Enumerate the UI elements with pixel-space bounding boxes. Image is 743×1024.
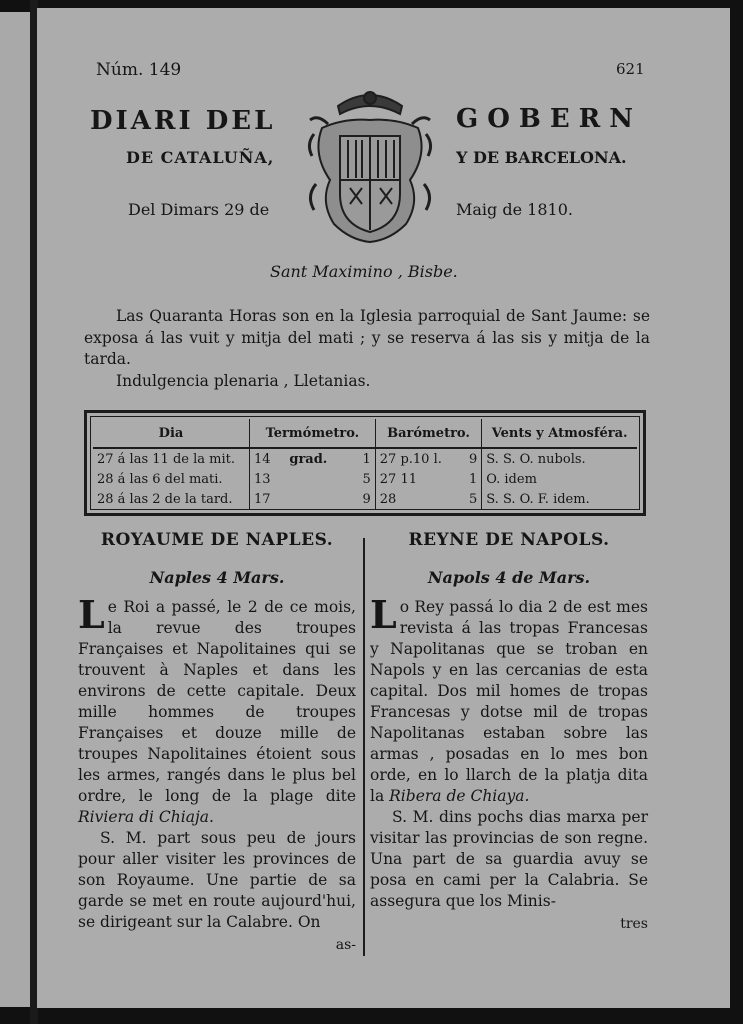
left-paragraph-1: e Roi a passé, le 2 de ce mois, la revue des troupes Françaises et Napolitaines qui se trouvent à Naples et dans les environs de cette capitale. Deux mille hommes de troupes Françaises et douze mille de troupes Napolitaines étoient sous les armes, rangés dans le plus bel ordre, le long de la plage dite	[78, 598, 356, 805]
masthead-subtitle-right: Y DE BARCELONA.	[456, 148, 627, 167]
masthead-title-right: GOBERN	[456, 104, 643, 134]
right-heading: REYNE DE NAPOLS.	[408, 530, 610, 550]
right-paragraph-1: o Rey passá lo dia 2 de est mes revista á las tropas Francesas y Napolitanas que se troban en Napols y en las cercanias de esta capital. Dos mil homes de tropas Francesas y dotse mil de tropas Napolitanas estaban sobre las armas , posadas en lo mes bon orde, en lo llarch de la platja dita la	[370, 598, 648, 805]
weather-table	[84, 410, 646, 516]
cell-term-unit	[285, 489, 351, 509]
header-dia: Dia	[93, 419, 250, 448]
cell-bar: 28	[379, 491, 397, 507]
left-place-name: Riviera di Chiaja.	[78, 808, 214, 826]
header-vents: Vents y Atmosféra.	[482, 419, 637, 448]
cell-term-frac: 5	[351, 469, 375, 489]
left-catchword: as-	[335, 937, 356, 953]
coat-of-arms-emblem	[300, 84, 440, 246]
cell-dia: 27 á las 11 de la mit.	[93, 448, 250, 469]
table-row	[93, 489, 637, 509]
header-barometro: Barómetro.	[375, 419, 481, 448]
left-dateline: Naples 4 Mars.	[149, 568, 285, 587]
right-paragraph-2: S. M. dins pochs dias marxa per visitar las provincias de son regne. Una part de sa guardia avuy se posa en cami per la Calabria. Se assegura que los Minis-	[370, 808, 648, 910]
column-divider	[363, 538, 365, 956]
notice-paragraph: Las Quaranta Horas son en la Iglesia parroquial de Sant Jaume: se exposa á las vuit y mitja del mati ; y se reserva á las sis y mitja de la tarda.	[84, 307, 650, 368]
cell-term: 14	[254, 451, 271, 467]
issue-date-left: Del Dimars 29 de	[128, 200, 270, 219]
cell-term-frac: 1	[351, 448, 375, 469]
right-article-body	[370, 592, 648, 935]
right-catchword: tres	[620, 916, 648, 932]
cell-bar-frac: 5	[461, 489, 481, 509]
right-column-catalan	[370, 530, 648, 935]
left-dropcap: L	[78, 592, 105, 637]
facing-page-edge	[0, 12, 30, 1007]
left-paragraph-2: S. M. part sous peu de jours pour aller visiter les provinces de son Royaume. Une partie de sa garde se met en route aujourd'hui, se dirigeant sur la Calabre. On	[78, 829, 356, 931]
cell-term: 13	[254, 471, 271, 487]
issue-number: Núm. 149	[96, 60, 182, 80]
religious-notice	[84, 306, 650, 392]
cell-term-frac: 9	[351, 489, 375, 509]
masthead-title-left: DIARI DEL	[90, 106, 276, 136]
cell-dia: 28 á las 2 de la tard.	[93, 489, 250, 509]
table-row	[93, 448, 637, 469]
left-heading: ROYAUME DE NAPLES.	[100, 530, 334, 550]
right-place-name: Ribera de Chiaya.	[389, 787, 530, 805]
cell-term-unit	[285, 469, 351, 489]
right-dateline: Napols 4 de Mars.	[427, 568, 591, 587]
right-dropcap: L	[370, 592, 397, 637]
cell-bar-frac: 9	[461, 448, 481, 469]
table-row	[93, 469, 637, 489]
cell-vents: O. idem	[486, 471, 537, 487]
cell-bar: 27 p.10 l.	[379, 451, 442, 467]
issue-date-right: Maig de 1810.	[456, 200, 573, 219]
cell-vents: S. S. O. F. idem.	[486, 491, 590, 507]
left-article-body	[78, 592, 356, 956]
left-column-french	[78, 530, 356, 956]
cell-bar: 27 11	[379, 471, 417, 487]
cell-bar-frac: 1	[461, 469, 481, 489]
cell-term: 17	[254, 491, 271, 507]
page-number: 621	[616, 60, 645, 78]
saint-of-the-day: Sant Maximino , Bisbe.	[270, 262, 458, 281]
masthead-subtitle-left: DE CATALUÑA,	[126, 148, 275, 167]
cell-dia: 28 á las 6 del mati.	[93, 469, 250, 489]
notice-indulgence: Indulgencia plenaria , Lletanias.	[116, 371, 371, 390]
cell-term-unit: grad.	[289, 451, 328, 467]
header-termometro: Termómetro.	[250, 419, 376, 448]
cell-vents: S. S. O. nubols.	[486, 451, 586, 467]
